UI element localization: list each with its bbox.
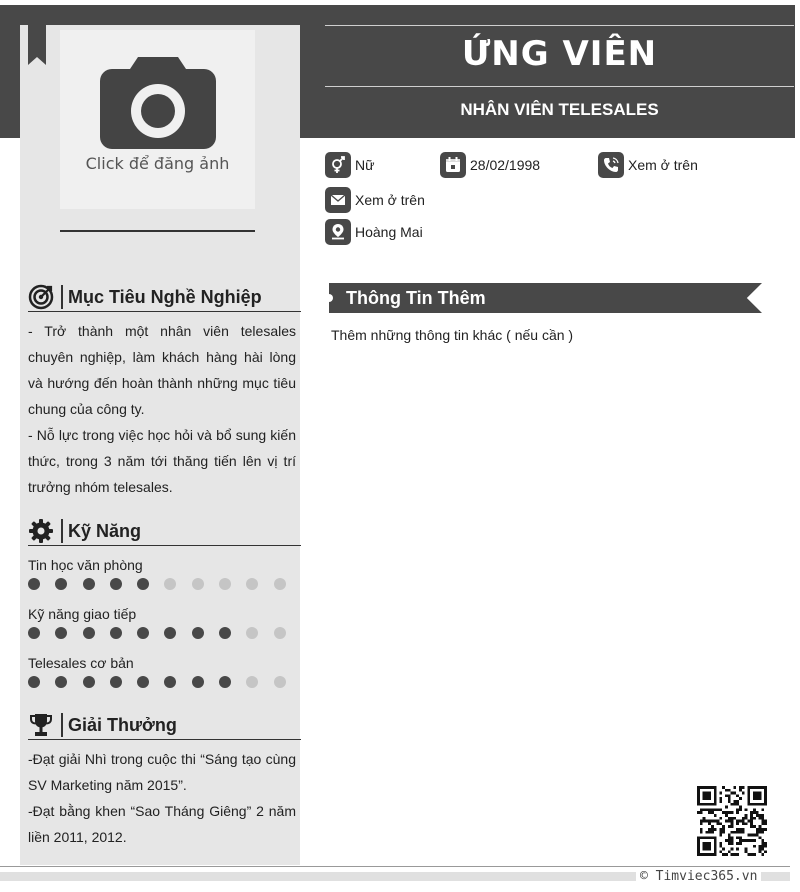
skill-name[interactable]: Kỹ năng giao tiếp (28, 606, 137, 622)
location-icon (325, 219, 351, 245)
photo-divider (60, 230, 255, 232)
skill-dot-empty (164, 578, 176, 590)
skill-dot-filled (192, 627, 204, 639)
skill-dot-filled (110, 578, 122, 590)
skill-rating (28, 578, 301, 590)
awards-title: Giải Thưởng (68, 714, 177, 735)
skill-dot-filled (83, 578, 95, 590)
skill-dot-filled (110, 676, 122, 688)
objective-text[interactable] (28, 318, 296, 500)
title-rule-bottom (325, 86, 794, 87)
footer-copyright: © Timviec365.vn (636, 869, 761, 884)
skill-dot-filled (110, 627, 122, 639)
skill-dot-filled (219, 627, 231, 639)
skill-dot-empty (246, 578, 258, 590)
contact-phone (598, 152, 698, 178)
skills-header (28, 517, 301, 546)
phone-icon (598, 152, 624, 178)
photo-upload-label: Click để đăng ảnh (85, 154, 230, 173)
skill-dot-filled (164, 627, 176, 639)
skill-dot-filled (55, 627, 67, 639)
skill-rating (28, 627, 301, 639)
qr-code-icon (697, 786, 767, 856)
skill-dot-empty (246, 676, 258, 688)
skill-dot-filled (137, 627, 149, 639)
skill-dot-filled (28, 627, 40, 639)
contact-birthday (440, 152, 540, 178)
skill-dot-filled (164, 676, 176, 688)
gender-icon (325, 152, 351, 178)
title-rule-top (325, 25, 794, 26)
skill-name[interactable]: Tin học văn phòng (28, 557, 143, 573)
skill-dot-empty (274, 676, 286, 688)
section-separator (61, 285, 63, 309)
calendar-icon (440, 152, 466, 178)
contact-address (325, 219, 423, 245)
skill-dot-filled (55, 676, 67, 688)
skill-dot-filled (137, 676, 149, 688)
email-icon (325, 187, 351, 213)
section-separator (61, 519, 63, 543)
skill-dot-filled (83, 676, 95, 688)
skill-dot-empty (246, 627, 258, 639)
skill-dot-empty (219, 578, 231, 590)
objective-item: - Nỗ lực trong việc học hỏi và bổ sung kiến thức, trong 3 năm tới thăng tiến lên vị trí trưởng nhóm telesales. (28, 427, 296, 495)
gear-icon (28, 518, 54, 544)
contact-gender (325, 152, 374, 178)
email-value[interactable]: Xem ở trên (355, 192, 425, 208)
objective-header (28, 283, 301, 312)
skill-dot-filled (219, 676, 231, 688)
trophy-icon (28, 712, 54, 738)
skill-dot-empty (274, 627, 286, 639)
skill-dot-filled (192, 676, 204, 688)
gender-value[interactable]: Nữ (355, 157, 375, 173)
skill-dot-filled (83, 627, 95, 639)
birthday-value[interactable]: 28/02/1998 (470, 157, 541, 173)
contact-email (325, 187, 425, 213)
skill-dot-empty (192, 578, 204, 590)
skill-dot-filled (28, 578, 40, 590)
objective-item: - Trở thành một nhân viên telesales chuyên nghiệp, làm khách hàng hài lòng và hướng đến hoàn thành những mục tiêu chung của công ty. (28, 323, 296, 417)
phone-value[interactable]: Xem ở trên (628, 157, 698, 173)
skill-dot-filled (28, 676, 40, 688)
extra-info-text[interactable]: Thêm những thông tin khác ( nếu cần ) (331, 327, 574, 343)
skill-rating (28, 676, 301, 688)
objective-title: Mục Tiêu Nghề Nghiệp (68, 286, 262, 307)
skill-dot-empty (274, 578, 286, 590)
address-value[interactable]: Hoàng Mai (355, 224, 423, 240)
skill-dot-filled (55, 578, 67, 590)
photo-upload[interactable] (60, 30, 255, 209)
skills-title: Kỹ Năng (68, 520, 142, 541)
target-icon (28, 284, 54, 310)
award-item: -Đạt bằng khen “Sao Tháng Giêng” 2 năm liền 2011, 2012. (28, 803, 296, 845)
job-position[interactable]: NHÂN VIÊN TELESALES (460, 100, 659, 119)
camera-icon (100, 57, 216, 149)
skill-dot-filled (137, 578, 149, 590)
section-separator (61, 713, 63, 737)
skill-name[interactable]: Telesales cơ bản (28, 655, 134, 671)
extra-info-title: Thông Tin Thêm (346, 288, 486, 308)
award-item: -Đạt giải Nhì trong cuộc thi “Sáng tạo cùng SV Marketing năm 2015”. (28, 751, 296, 793)
candidate-name[interactable]: ỨNG VIÊN (461, 34, 658, 74)
awards-header (28, 711, 301, 740)
banner-bullet (325, 294, 333, 302)
footer-line (0, 866, 790, 867)
awards-text[interactable] (28, 746, 296, 850)
